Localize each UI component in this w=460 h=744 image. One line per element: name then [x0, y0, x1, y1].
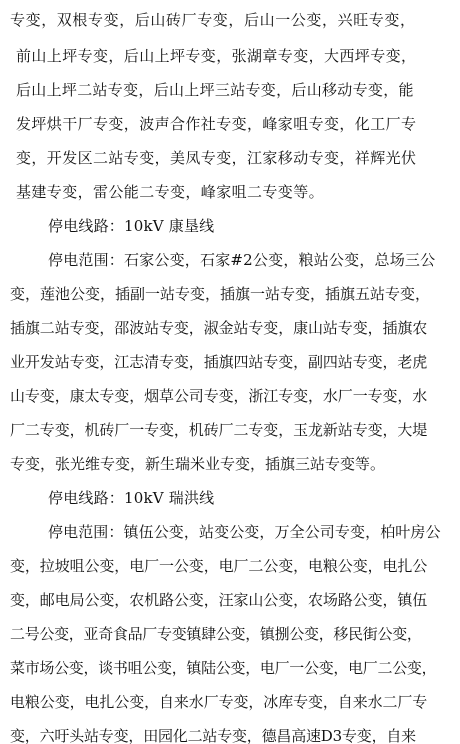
- text-line: 电粮公变，电扎公变，自来水厂专变，冰库专变，自来水二厂专: [10, 693, 428, 711]
- text-line: 发坪烘干厂专变，波声合作社专变，峰家咀专变，化工厂专: [16, 115, 417, 133]
- text-line: 厂二专变，机砖厂一专变，机砖厂二专变，玉龙新站专变，大堤: [10, 421, 428, 439]
- text-line: 菜市场公变，谈书咀公变，镇陆公变，电厂一公变，电厂二公变，: [10, 659, 437, 677]
- text-line: 变，拉坡咀公变，电厂一公变，电厂二公变，电粮公变，电扎公: [10, 557, 428, 575]
- text-line: 停电范围：石家公变，石家#2公变，粮站公变，总场三公: [48, 251, 436, 269]
- text-line: 山专变，康太专变，烟草公司专变，浙江专变，水厂一专变，水: [10, 387, 428, 405]
- text-line: 专变，张光维专变，新生瑞米业专变，插旗三站专变等。: [10, 455, 386, 473]
- outage-line-heading: 停电线路：10kV 瑞洪线: [48, 489, 215, 507]
- text-line: 专变，双根专变，后山砖厂专变，后山一公变，兴旺专变，: [10, 11, 416, 29]
- text-line: 变，开发区二站专变，美凤专变，江家移动专变，祥辉光伏: [16, 149, 417, 167]
- text-line: 变，邮电局公变，农机路公变，汪家山公变，农场路公变，镇伍: [10, 591, 428, 609]
- text-line: 二号公变，亚奇食品厂专变镇肆公变，镇捌公变，移民街公变，: [10, 625, 422, 643]
- text-line: 前山上坪专变，后山上坪专变，张湖章专变，大西坪专变，: [16, 47, 417, 65]
- text-line: 变，六吁头站专变，田园化二站专变，德昌高速D3专变，自来: [10, 727, 416, 744]
- text-line: 停电范围：镇伍公变，站变公变，万全公司专变，柏叶房公: [48, 523, 441, 541]
- text-line: 基建专变，雷公能二专变，峰家咀二专变等。: [16, 183, 325, 201]
- text-line: 后山上坪二站专变，后山上坪三站专变，后山移动专变，能: [16, 81, 414, 99]
- text-line: 插旗二站专变，邵波站专变，淑金站专变，康山站专变，插旗农: [10, 319, 428, 337]
- text-line: 业开发站专变，江志清专变，插旗四站专变，副四站专变，老虎: [10, 353, 428, 371]
- outage-line-heading: 停电线路：10kV 康垦线: [48, 217, 215, 235]
- text-line: 变，莲池公变，插副一站专变，插旗一站专变，插旗五站专变，: [10, 285, 431, 303]
